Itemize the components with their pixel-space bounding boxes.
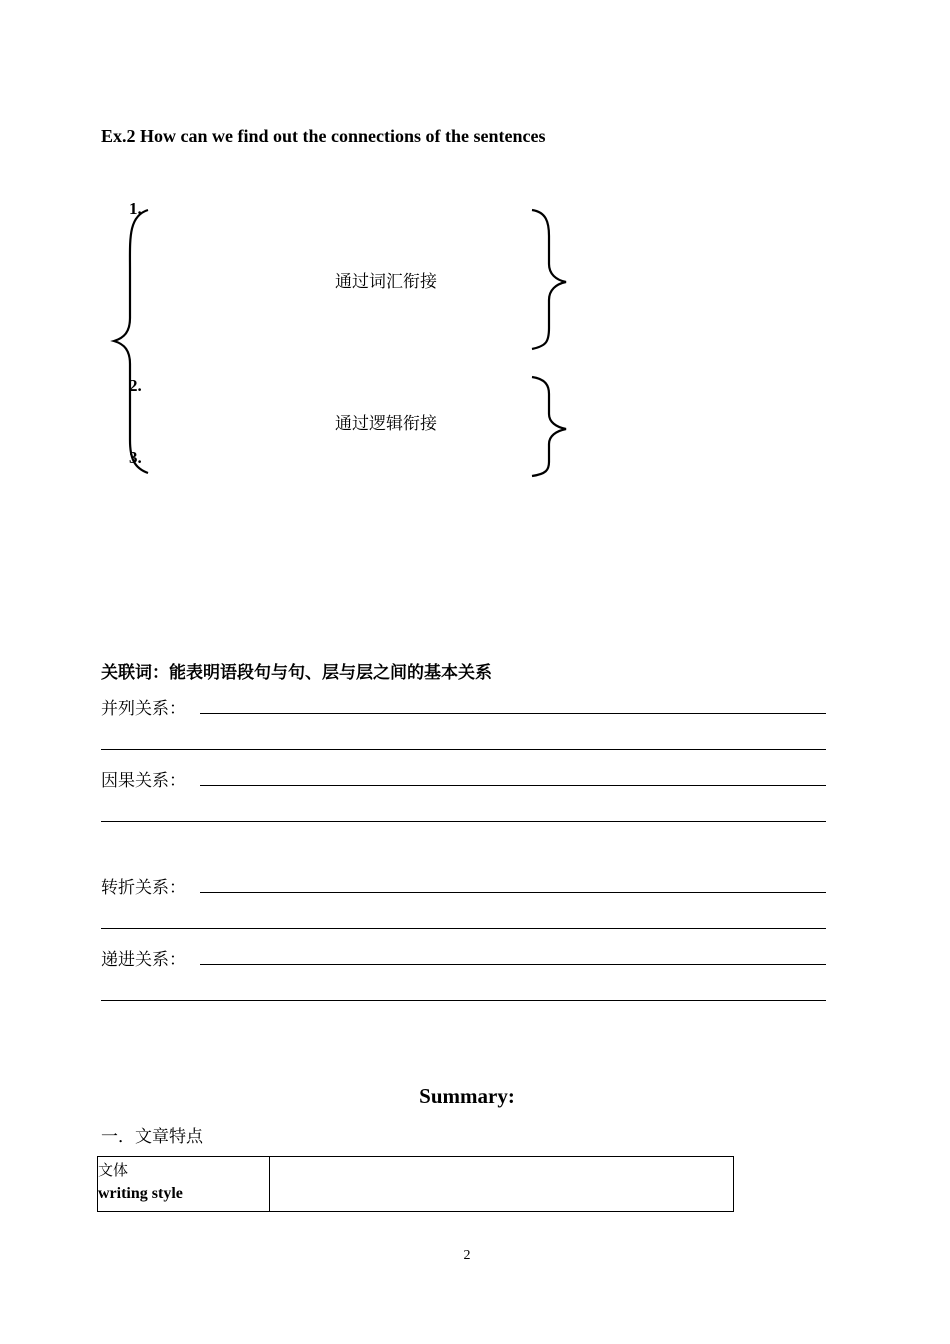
- contrast-answer-line-1[interactable]: [200, 892, 826, 893]
- left-large-brace: [114, 210, 148, 473]
- page-number: 2: [463, 1248, 471, 1263]
- logical-cohesion-label: 通过逻辑衔接: [335, 414, 437, 434]
- lexical-cohesion-label: 通过词汇衔接: [335, 272, 437, 292]
- contrast-answer-line-2[interactable]: [101, 928, 826, 929]
- writing-style-answer-cell[interactable]: [270, 1157, 734, 1212]
- progressive-answer-line-1[interactable]: [200, 964, 826, 965]
- causal-label: 因果关系：: [101, 771, 186, 791]
- right-brace-top: [532, 210, 566, 349]
- parallel-answer-line-2[interactable]: [101, 749, 826, 750]
- progressive-label: 递进关系：: [101, 950, 186, 970]
- features-table: [97, 1156, 734, 1212]
- progressive-answer-line-2[interactable]: [101, 1000, 826, 1001]
- parallel-answer-line-1[interactable]: [200, 713, 826, 714]
- right-brace-bottom: [532, 377, 566, 476]
- writing-style-label-zh: 文体: [98, 1161, 129, 1179]
- exercise-title: Ex.2 How can we find out the connections of the sentences: [101, 126, 546, 146]
- connectives-intro: 关联词：能表明语段句与句、层与层之间的基本关系: [101, 663, 492, 683]
- item-number-3: 3.: [129, 448, 142, 467]
- item-number-1: 1.: [129, 199, 142, 218]
- item-number-2: 2.: [129, 376, 142, 395]
- writing-style-label-cell: [98, 1157, 270, 1212]
- table-row: [98, 1157, 734, 1212]
- causal-answer-line-1[interactable]: [200, 785, 826, 786]
- writing-style-label-en: writing style: [98, 1185, 183, 1202]
- summary-section-1: 一．文章特点: [101, 1127, 203, 1147]
- summary-heading: Summary:: [419, 1084, 515, 1108]
- brace-diagram: [0, 0, 950, 600]
- contrast-label: 转折关系：: [101, 878, 186, 898]
- causal-answer-line-2[interactable]: [101, 821, 826, 822]
- parallel-label: 并列关系：: [101, 699, 186, 719]
